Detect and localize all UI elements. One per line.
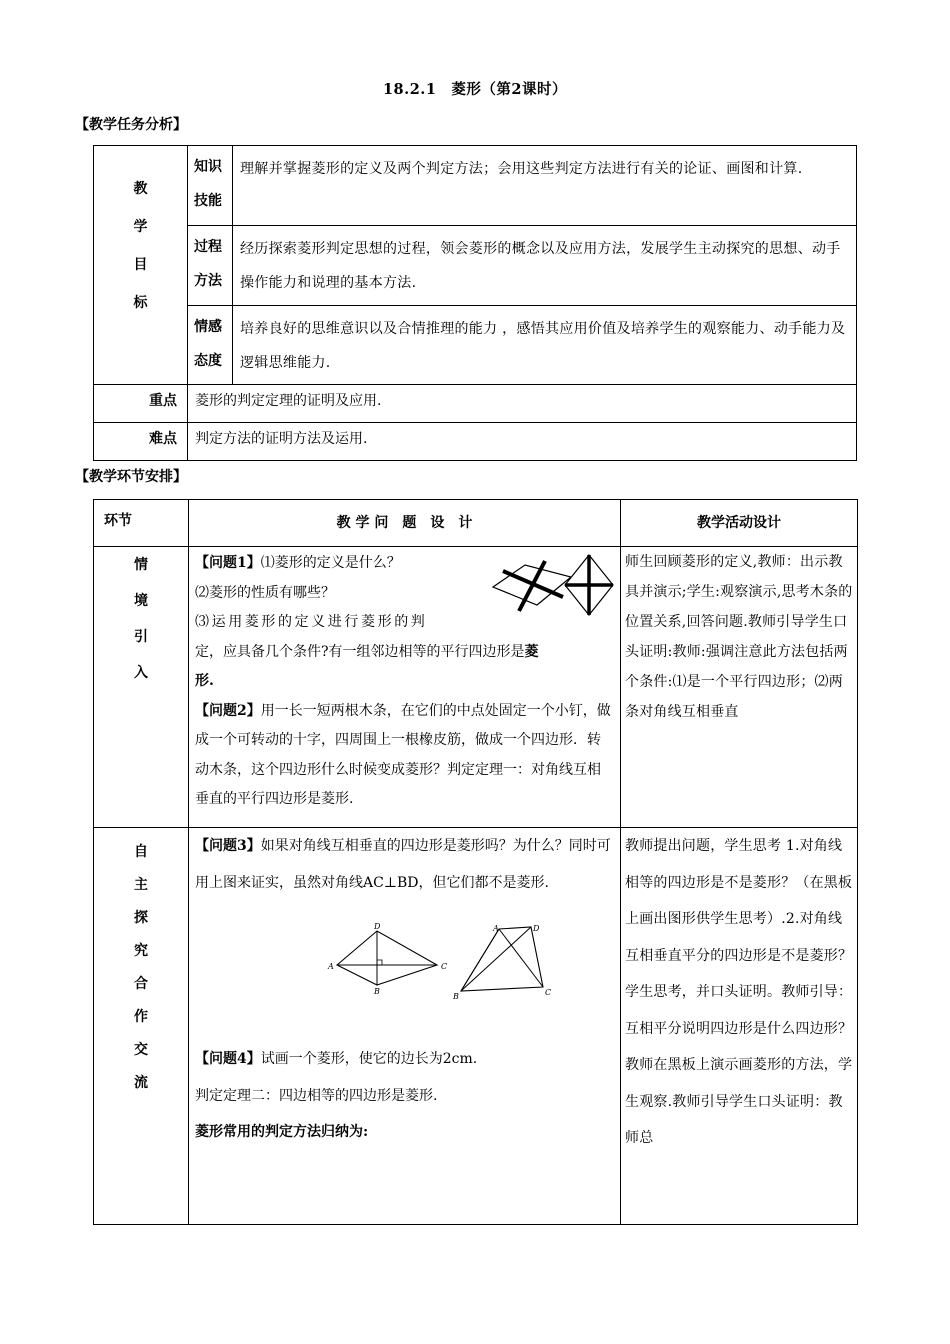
schedule-table [93,499,858,1225]
key-point-label: 重点 [94,385,188,423]
row-label-process: 过程 方法 [188,226,233,306]
q3-text: 如果对角线互相垂直的四边形是菱形吗？为什么？同时可用上图来证实，虽然对角线AC⊥BD，但它们都不是菱形. [195,838,611,891]
fig2-label-a: A [493,924,499,933]
q4-tag: 【问题4】 [195,1051,261,1067]
q4-text: 试画一个菱形，使它的边长为2cm. [260,1051,478,1067]
section-task-analysis: 【教学任务分析】 [75,117,187,133]
fig-label-c: C [441,962,448,971]
header-stage: 环节 [94,500,189,547]
objectives-char: 教 [133,181,148,197]
stage2-char: 探 [134,910,148,926]
stage1-char: 入 [134,665,148,681]
page-title: 18.2.1 菱形（第2课时） [382,81,568,98]
header-problem-design: 教 学 问 题 设 计 [189,500,621,547]
stage1-char: 引 [134,629,148,645]
fig-label-d: D [374,923,381,931]
stage1-problem-cell [189,547,621,828]
methods-summary: 菱形常用的判定方法归纳为: [195,1124,369,1140]
stage1-label-cell [94,547,189,828]
stage2-char: 主 [134,877,148,893]
q1-line-c: ⑶运用菱形的定义进行菱形的判 [195,614,428,630]
q3-tag: 【问题3】 [195,838,261,854]
objectives-table [93,145,857,461]
fig2-label-c: C [545,988,552,997]
stage2-char: 流 [134,1075,148,1091]
objectives-char: 学 [133,219,148,235]
objectives-char: 目 [133,257,148,273]
stage2-activity-cell: 教师提出问题，学生思考 1.对角线相等的四边形是不是菱形？（在黑板上画出图形供学生思考）.2.对角线互相垂直平分的四边形是不是菱形？学生思考，并口头证明。教师引导：互相平分说明四边形是什么四边形？教师在黑板上演示画菱形的方法，学生观察.教师引导学生口头证明：教师总 [621,828,858,1225]
row-label-emotion: 情感 态度 [188,306,233,385]
quadrilateral-figures [325,923,555,1003]
key-point-text: 菱形的判定定理的证明及应用. [188,385,857,423]
row-text-process: 经历探索菱形判定思想的过程，领会菱形的概念以及应用方法，发展学生主动探究的思想、动手操作能力和说理的基本方法. [233,226,857,306]
row-text-emotion: 培养良好的思维意识以及合情推理的能力 ，感悟其应用价值及培养学生的观察能力、动手能力及逻辑思维能力. [233,306,857,385]
fig2-label-b: B [453,992,459,1001]
q1-bold-end: 形. [195,673,214,689]
rhombus-model-figure [489,553,617,619]
theorem-two: 判定定理二：四边相等的四边形是菱形. [195,1087,438,1104]
fig2-label-d: D [533,924,540,933]
stage2-char: 自 [134,844,148,860]
q1-line-b: ⑵菱形的性质有哪些？ [195,584,335,601]
fig-label-b: B [374,987,380,996]
stage2-problem-cell [189,828,621,1225]
stage2-char: 究 [134,943,148,959]
row-text-knowledge: 理解并掌握菱形的定义及两个判定方法；会用这些判定方法进行有关的论证、画图和计算. [233,146,857,226]
section-schedule: 【教学环节安排】 [75,469,187,485]
fig-label-a: A [328,962,334,971]
stage2-label-cell [94,828,189,1225]
q2-text: 用一长一短两根木条，在它们的中点处固定一个小钉，做成一个可转动的十字，四周围上一根橡皮筋，做成一个四边形．转动木条，这个四边形什么时候变成菱形？判定定理一：对角线互相垂直的平行四边形是菱形. [195,702,611,807]
stage2-char: 合 [134,976,148,992]
stage2-char: 作 [134,1009,148,1025]
difficulty-text: 判定方法的证明方法及运用. [188,423,857,461]
header-activity-design: 教学活动设计 [621,500,858,547]
stage2-char: 交 [134,1042,148,1058]
q1-bold-rhombus: 菱 [524,643,539,660]
stage1-activity-cell: 师生回顾菱形的定义,教师：出示教具并演示;学生:观察演示,思考木条的位置关系,回答问题.教师引导学生口头证明:教师:强调注意此方法包括两个条件:⑴是一个平行四边形；⑵两条对角线互相垂直 [621,547,858,828]
objectives-char: 标 [133,295,148,311]
objectives-label-cell [94,146,188,385]
q1-line-a: ⑴菱形的定义是什么？ [260,555,401,571]
q1-line-d: 定，应具备几个条件?有一组邻边相等的平行四边形是 [195,643,525,660]
q2-tag: 【问题2】 [195,702,261,719]
stage1-char: 情 [134,557,148,573]
row-label-knowledge: 知识 技能 [188,146,233,226]
stage1-char: 境 [134,593,148,609]
difficulty-label: 难点 [94,423,188,461]
q1-tag: 【问题1】 [195,555,261,571]
